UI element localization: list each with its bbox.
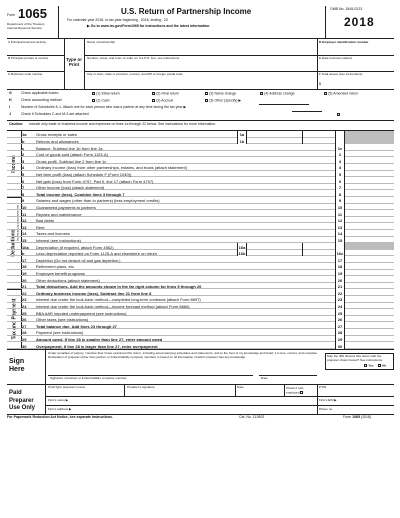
preparer-title: Paid Preparer Use Only [9, 390, 36, 411]
footer [7, 416, 394, 422]
amount-field[interactable] [345, 184, 394, 191]
form-id-block [7, 6, 59, 38]
firm-ein-field[interactable] [339, 398, 393, 404]
address-field[interactable] [86, 61, 315, 70]
line-number: 15 [22, 237, 27, 243]
deductions-note: (see instructions for limitations) [16, 205, 19, 241]
amount-line-number: 2 [335, 151, 345, 158]
paperwork-notice: For Paperwork Reduction Act Notice, see separate instructions. [7, 415, 113, 419]
amount-field[interactable] [345, 316, 394, 323]
amount-field[interactable] [345, 289, 394, 296]
amount-field[interactable] [345, 283, 394, 290]
tax-section-label: Tax and Payment [11, 298, 18, 340]
phone-field[interactable] [337, 407, 393, 413]
irs-label: Internal Revenue Service [7, 26, 42, 30]
line-number: 10 [22, 204, 27, 210]
amount-line-number: 13 [335, 223, 345, 230]
line-description: BBA AAR imputed underpayment (see instructions) [36, 310, 127, 316]
activity-label: A Principal business activity [8, 40, 47, 44]
amount-field[interactable] [345, 223, 394, 230]
line-description: Repairs and maintenance [36, 211, 82, 217]
firm-address-label: Firm's address ▶ [48, 407, 72, 411]
address-change-option[interactable]: (4) Address change [260, 92, 295, 96]
partnership-name-label: Name of partnership [87, 40, 116, 44]
line-row-30-32 [7, 342, 394, 349]
line-row-18-20 [7, 263, 394, 270]
line-description: Gross receipts or sales [36, 132, 77, 138]
firm-name-label: Firm's name ▶ [48, 398, 69, 402]
line-row-3-4 [7, 157, 394, 164]
line-description: Other deductions (attach statement) [36, 277, 100, 283]
amount-field[interactable] [345, 250, 394, 257]
line-number: 26 [22, 317, 27, 323]
line-description: Interest (see instructions) [36, 237, 81, 243]
line-number: 3 [22, 158, 25, 164]
line-number: 29 [22, 336, 27, 342]
line-description: Net farm profit (loss) (attach Schedule F (Form 1040)) [36, 171, 132, 177]
amount-field[interactable] [345, 329, 394, 336]
amount-field[interactable] [345, 151, 394, 158]
sub-line-number: 16b [238, 251, 246, 257]
line-row-12-13 [7, 217, 394, 224]
amount-field[interactable] [345, 237, 394, 244]
amount-line-number: 20 [335, 276, 345, 283]
amount-field [345, 138, 394, 145]
amount-line-number: 22 [335, 289, 345, 296]
line-description: Interest due under the look-back method—income forecast method (attach Form 8866) [36, 303, 190, 309]
preparer-name-field[interactable] [47, 390, 123, 395]
city-field[interactable] [86, 77, 315, 88]
amount-line-number [335, 131, 345, 138]
code-label: C Business code number [8, 72, 43, 76]
total-assets-field[interactable] [324, 82, 393, 88]
line-row-10-11 [7, 204, 394, 211]
line-number: 17 [22, 257, 27, 263]
sub-amount-field[interactable] [247, 250, 303, 257]
form-number: 1065 [18, 6, 47, 21]
tax-year-line: For calendar year 2018, or tax year beginning , 2018, ending , 20 [67, 18, 168, 22]
line-row-27-29 [7, 322, 394, 329]
amount-line-number: 29 [335, 336, 345, 343]
lines-table [7, 131, 394, 349]
line-row-29-31 [7, 336, 394, 343]
address-change-checkbox[interactable] [260, 92, 263, 95]
line-description: Taxes and licenses [36, 231, 70, 237]
line-number: 28 [22, 330, 27, 336]
amount-field[interactable] [345, 144, 394, 151]
form-label: Form [7, 13, 16, 17]
id-section [7, 39, 394, 89]
amount-field[interactable] [345, 276, 394, 283]
line-description: Less depreciation reported on Form 1125-A and elsewhere on return [36, 251, 158, 257]
line-number: c [22, 145, 25, 151]
firm-name-field[interactable] [69, 398, 315, 404]
accrual-checkbox[interactable] [152, 99, 155, 102]
line-number: 18 [22, 264, 27, 270]
line-row-17-19 [7, 256, 394, 263]
line-description: Total deductions. Add the amounts shown in the far right column for lines 9 through 20 [36, 284, 202, 290]
line-description: Depletion (Do not deduct oil and gas depletion.) [36, 257, 121, 263]
self-employed-checkbox[interactable] [300, 391, 303, 394]
amount-field[interactable] [345, 296, 394, 303]
line-row-b-18 [7, 250, 394, 257]
line-number: 20 [22, 277, 27, 283]
line-row-2-3 [7, 151, 394, 158]
amount-line-number: 26 [335, 316, 345, 323]
sub-line-number: 1b [237, 138, 247, 145]
amount-field[interactable] [345, 177, 394, 184]
amount-line-number: 6 [335, 177, 345, 184]
phone-label: Phone no. [319, 407, 334, 411]
preparer-section [7, 385, 394, 414]
amount-line-number: 14 [335, 230, 345, 237]
product-label: B Principal product or service [8, 56, 49, 60]
amount-line-number: 27 [335, 322, 345, 329]
omb-number: OMB No. 1545-0123 [330, 7, 363, 11]
amount-line-number: 9 [335, 197, 345, 204]
amount-line-number: 5 [335, 171, 345, 178]
amount-field[interactable] [345, 190, 394, 197]
line-number: 2 [22, 152, 25, 158]
line-row-26-28 [7, 316, 394, 323]
website-line: ▶ Go to www.irs.gov/Form1065 for instructions and the latest information. [87, 24, 211, 28]
amount-line-number: 11 [335, 210, 345, 217]
line-row-25-27 [7, 309, 394, 316]
amount-line-number: 17 [335, 256, 345, 263]
self-employed-option[interactable]: Check if self-employed [286, 386, 304, 395]
cat-number: Cat. No. 11390Z [239, 415, 265, 419]
line-number: 24 [22, 303, 27, 309]
line-number: 6 [22, 178, 25, 184]
preparer-date-label: Date [237, 385, 244, 389]
amount-line-number: 12 [335, 217, 345, 224]
irs-discuss-box: May the IRS discuss this return with the preparer shown below? See instructions. Yes No [325, 353, 394, 370]
city-label: City or town, state or province, country, and ZIP or foreign postal code [87, 72, 183, 76]
amount-field[interactable] [345, 270, 394, 277]
partnership-name-field[interactable] [86, 45, 315, 54]
line-description: Bad debts [36, 218, 55, 224]
amount-line-number: 15 [335, 237, 345, 244]
date-started-field[interactable] [318, 62, 393, 70]
amount-field [345, 131, 394, 138]
amount-field[interactable] [345, 263, 394, 270]
amount-field [345, 243, 394, 250]
sign-section [7, 350, 394, 384]
amount-line-number: 3 [335, 157, 345, 164]
accrual-option[interactable]: (2) Accrual [152, 99, 173, 103]
line-h: H Check accounting method: (1) Cash (2) Accrual (3) Other (specify) ▶ [7, 99, 394, 105]
line-description: Ordinary income (loss) from other partnerships, estates, and trusts (attach statement) [36, 165, 187, 171]
line-row-15-16 [7, 237, 394, 244]
line-description: Amount owed. If line 28 is smaller than line 27, enter amount owed [36, 336, 163, 342]
line-row-7-8 [7, 184, 394, 191]
amount-line-number: 1c [335, 144, 345, 151]
deductions-section-label: Deductions [11, 229, 18, 257]
amount-line-number: 16c [336, 251, 344, 257]
line-row-20-22 [7, 276, 394, 283]
amount-field[interactable] [345, 217, 394, 224]
line-description: Interest due under the look-back method—completed long-term contracts (attach Form 8697) [36, 297, 201, 303]
amended-return-checkbox[interactable] [324, 92, 327, 95]
line-row-16a-17 [7, 243, 394, 250]
amount-field[interactable] [345, 303, 394, 310]
other-method-option[interactable]: (3) Other (specify) ▶ [205, 99, 241, 103]
line-row-21-23 [7, 283, 394, 290]
preparer-sig-label: Preparer's signature [127, 385, 155, 389]
amount-field[interactable] [345, 336, 394, 343]
footer-form-id: Form 1065 (2018) [343, 415, 372, 419]
initial-return-checkbox[interactable] [92, 92, 95, 95]
line-number: 8 [22, 191, 25, 197]
sub-amount-field[interactable] [247, 131, 303, 138]
line-description: Payment (see instructions) [36, 330, 84, 336]
income-section-label: Income [11, 155, 18, 173]
amount-field[interactable] [345, 204, 394, 211]
amount-field[interactable] [345, 210, 394, 217]
line-row-4-5 [7, 164, 394, 171]
amount-field[interactable] [345, 309, 394, 316]
amount-line-number: 21 [335, 283, 345, 290]
line-description: Depreciation (if required, attach Form 4562) [36, 244, 114, 250]
amount-line-number: 30 [335, 342, 345, 349]
amount-field[interactable] [345, 164, 394, 171]
line-row-8-9 [7, 190, 394, 197]
firm-address-field[interactable] [71, 407, 315, 413]
amount-field[interactable] [345, 197, 394, 204]
initial-return-option[interactable]: (1) Initial return [92, 92, 120, 96]
final-return-option[interactable]: (2) Final return [152, 92, 179, 96]
sign-date-field[interactable] [259, 367, 317, 375]
final-return-checkbox[interactable] [152, 92, 155, 95]
perjury-declaration: Under penalties of perjury, I declare that I have examined this return, including accompanying schedules and statements, and to the best of my knowledge and belief, it is true, correct, and complete. Declaration of preparer (other than partner or limited liability company member) is based on all information of which preparer has any knowledge. [48, 351, 318, 359]
amount-line-number: 19 [335, 270, 345, 277]
amount-line-number: 4 [335, 164, 345, 171]
amount-field[interactable] [345, 157, 394, 164]
line-i: I Number of Schedules K-1. Attach one for each person who was a partner at any time during the tax year ▶ [7, 106, 394, 112]
line-description: Returns and allowances [36, 138, 79, 144]
line-number: 25 [22, 310, 27, 316]
amount-line-number: 10 [335, 204, 345, 211]
k1-count-field[interactable] [292, 111, 322, 112]
line-description: Ordinary business income (loss). Subtract line 21 from line 8 [36, 290, 152, 296]
firm-ein-label: Firm's EIN ▶ [319, 398, 337, 402]
line-number: b [22, 138, 25, 144]
partner-signature-field[interactable] [48, 367, 253, 375]
line-row-23-25 [7, 296, 394, 303]
line-description: Salaries and wages (other than to partners) (less employment credits) [36, 198, 160, 204]
line-row-c-2 [7, 144, 394, 151]
ptin-field[interactable] [319, 390, 393, 395]
line-number: 7 [22, 185, 25, 191]
line-number: 21 [22, 284, 27, 290]
amount-field[interactable] [345, 322, 394, 329]
line-row-24-26 [7, 303, 394, 310]
line-description: Overpayment. If line 28 is larger than line 27, enter overpayment [36, 343, 158, 349]
line-number: 4 [22, 165, 25, 171]
sub-amount-field[interactable] [247, 243, 303, 250]
line-number: b [22, 251, 25, 257]
line-description: Other income (loss) (attach statement) [36, 185, 105, 191]
line-number: 9 [22, 198, 25, 204]
line-j: J Check if Schedules C and M-3 are attached [7, 113, 394, 119]
sign-date-caption: Date [261, 376, 268, 380]
discuss-yes[interactable]: Yes [364, 364, 374, 368]
m3-checkbox[interactable] [337, 113, 341, 117]
line-row-9-10 [7, 197, 394, 204]
form-page [7, 6, 394, 514]
line-number: 13 [22, 224, 27, 230]
amount-line-number: 23 [335, 296, 345, 303]
amount-line-number [335, 243, 345, 250]
activity-field[interactable] [7, 40, 63, 54]
amended-return-option[interactable]: (5) Amended return [324, 92, 358, 96]
caution-line: Caution: Include only trade or business income and expenses on lines 1a through 22 below. See instructions for more information. [9, 122, 217, 126]
preparer-signature-field[interactable] [126, 390, 234, 395]
dept-label: Department of the Treasury [7, 22, 45, 26]
line-row-11-12 [7, 210, 394, 217]
line-number: 5 [22, 171, 25, 177]
amount-line-number [335, 138, 345, 145]
amount-line-number: 7 [335, 184, 345, 191]
line-description: Other taxes (see instructions) [36, 317, 89, 323]
other-method-checkbox[interactable] [205, 99, 208, 102]
line-row-13-14 [7, 223, 394, 230]
total-assets-dollar: $ [319, 82, 321, 86]
sign-title: Sign Here [9, 358, 25, 374]
line-description: Retirement plans, etc. [36, 264, 75, 270]
line-number: 16a [22, 244, 29, 250]
line-number: 23 [22, 297, 27, 303]
sig-caption: Signature of partner or limited liability company member [50, 376, 127, 380]
amount-line-number: 25 [335, 309, 345, 316]
amount-field[interactable] [345, 256, 394, 263]
cash-checkbox[interactable] [92, 99, 95, 102]
line-g: G Check applicable boxes: (1) Initial return (2) Final return (3) Name change (4) Address change (5) Amended return [9, 91, 359, 96]
amount-field[interactable] [345, 230, 394, 237]
name-change-option[interactable]: (3) Name change [205, 92, 236, 96]
line-number: 27 [22, 323, 27, 329]
cash-option[interactable]: (1) Cash [92, 99, 110, 103]
line-row-6-7 [7, 177, 394, 184]
line-number: 11 [22, 211, 27, 217]
amount-line-number: 28 [335, 329, 345, 336]
line-number: 19 [22, 270, 27, 276]
line-description: Guaranteed payments to partners [36, 204, 96, 210]
sub-amount-field[interactable] [247, 138, 303, 145]
ein-label: D Employer identification number [319, 40, 369, 44]
amount-line-number: 18 [335, 263, 345, 270]
ein-field[interactable] [318, 46, 393, 54]
line-row-19-21 [7, 270, 394, 277]
line-row-28-30 [7, 329, 394, 336]
line-description: Total income (loss). Combine lines 3 through 7 [36, 191, 125, 197]
other-method-field[interactable] [259, 104, 309, 105]
line-description: Total balance due. Add lines 23 through 27 [36, 323, 117, 329]
ptin-label: PTIN [319, 385, 327, 389]
omb-block [325, 6, 394, 38]
line-number: 22 [22, 290, 27, 296]
amount-line-number: 8 [335, 190, 345, 197]
product-field[interactable] [7, 56, 63, 70]
amount-line-number: 24 [335, 303, 345, 310]
total-assets-label: F Total assets (see instructions) [319, 72, 363, 76]
line-description: Net gain (loss) from Form 4797, Part II, line 17 (attach Form 4797) [36, 178, 154, 184]
amount-field[interactable] [345, 171, 394, 178]
sub-line-number: 1a [237, 131, 247, 138]
line-description: Gross profit. Subtract line 2 from line 1c [36, 158, 107, 164]
amount-field[interactable] [345, 342, 394, 349]
address-label: Number, street, and room or suite no. If a P.O. box, see instructions. [87, 56, 180, 60]
type-print-label: Type or Print [66, 57, 82, 68]
line-row-5-6 [7, 171, 394, 178]
line-number: 1a [22, 132, 27, 138]
form-title: U.S. Return of Partnership Income [121, 7, 252, 16]
preparer-date-field[interactable] [237, 390, 283, 395]
line-description: Cost of goods sold (attach Form 1125-A) [36, 152, 108, 158]
preparer-name-label: Print/Type preparer's name [48, 385, 86, 389]
line-description: Rent [36, 224, 45, 230]
line-row-b-1 [7, 138, 394, 145]
line-number: 12 [22, 218, 27, 224]
line-number: 14 [22, 231, 27, 237]
line-row-14-15 [7, 230, 394, 237]
line-row-22-24 [7, 289, 394, 296]
line-description: Balance. Subtract line 1b from line 1a [36, 145, 103, 151]
line-description: Employee benefit programs [36, 270, 85, 276]
sub-line-number: 16a [238, 244, 246, 250]
date-started-label: E Date business started [319, 56, 352, 60]
tax-year: 2018 [344, 15, 375, 29]
line-row-1a-0 [7, 131, 394, 138]
name-change-checkbox[interactable] [205, 92, 208, 95]
discuss-no[interactable]: No [378, 364, 386, 368]
line-number: 30 [22, 343, 27, 349]
